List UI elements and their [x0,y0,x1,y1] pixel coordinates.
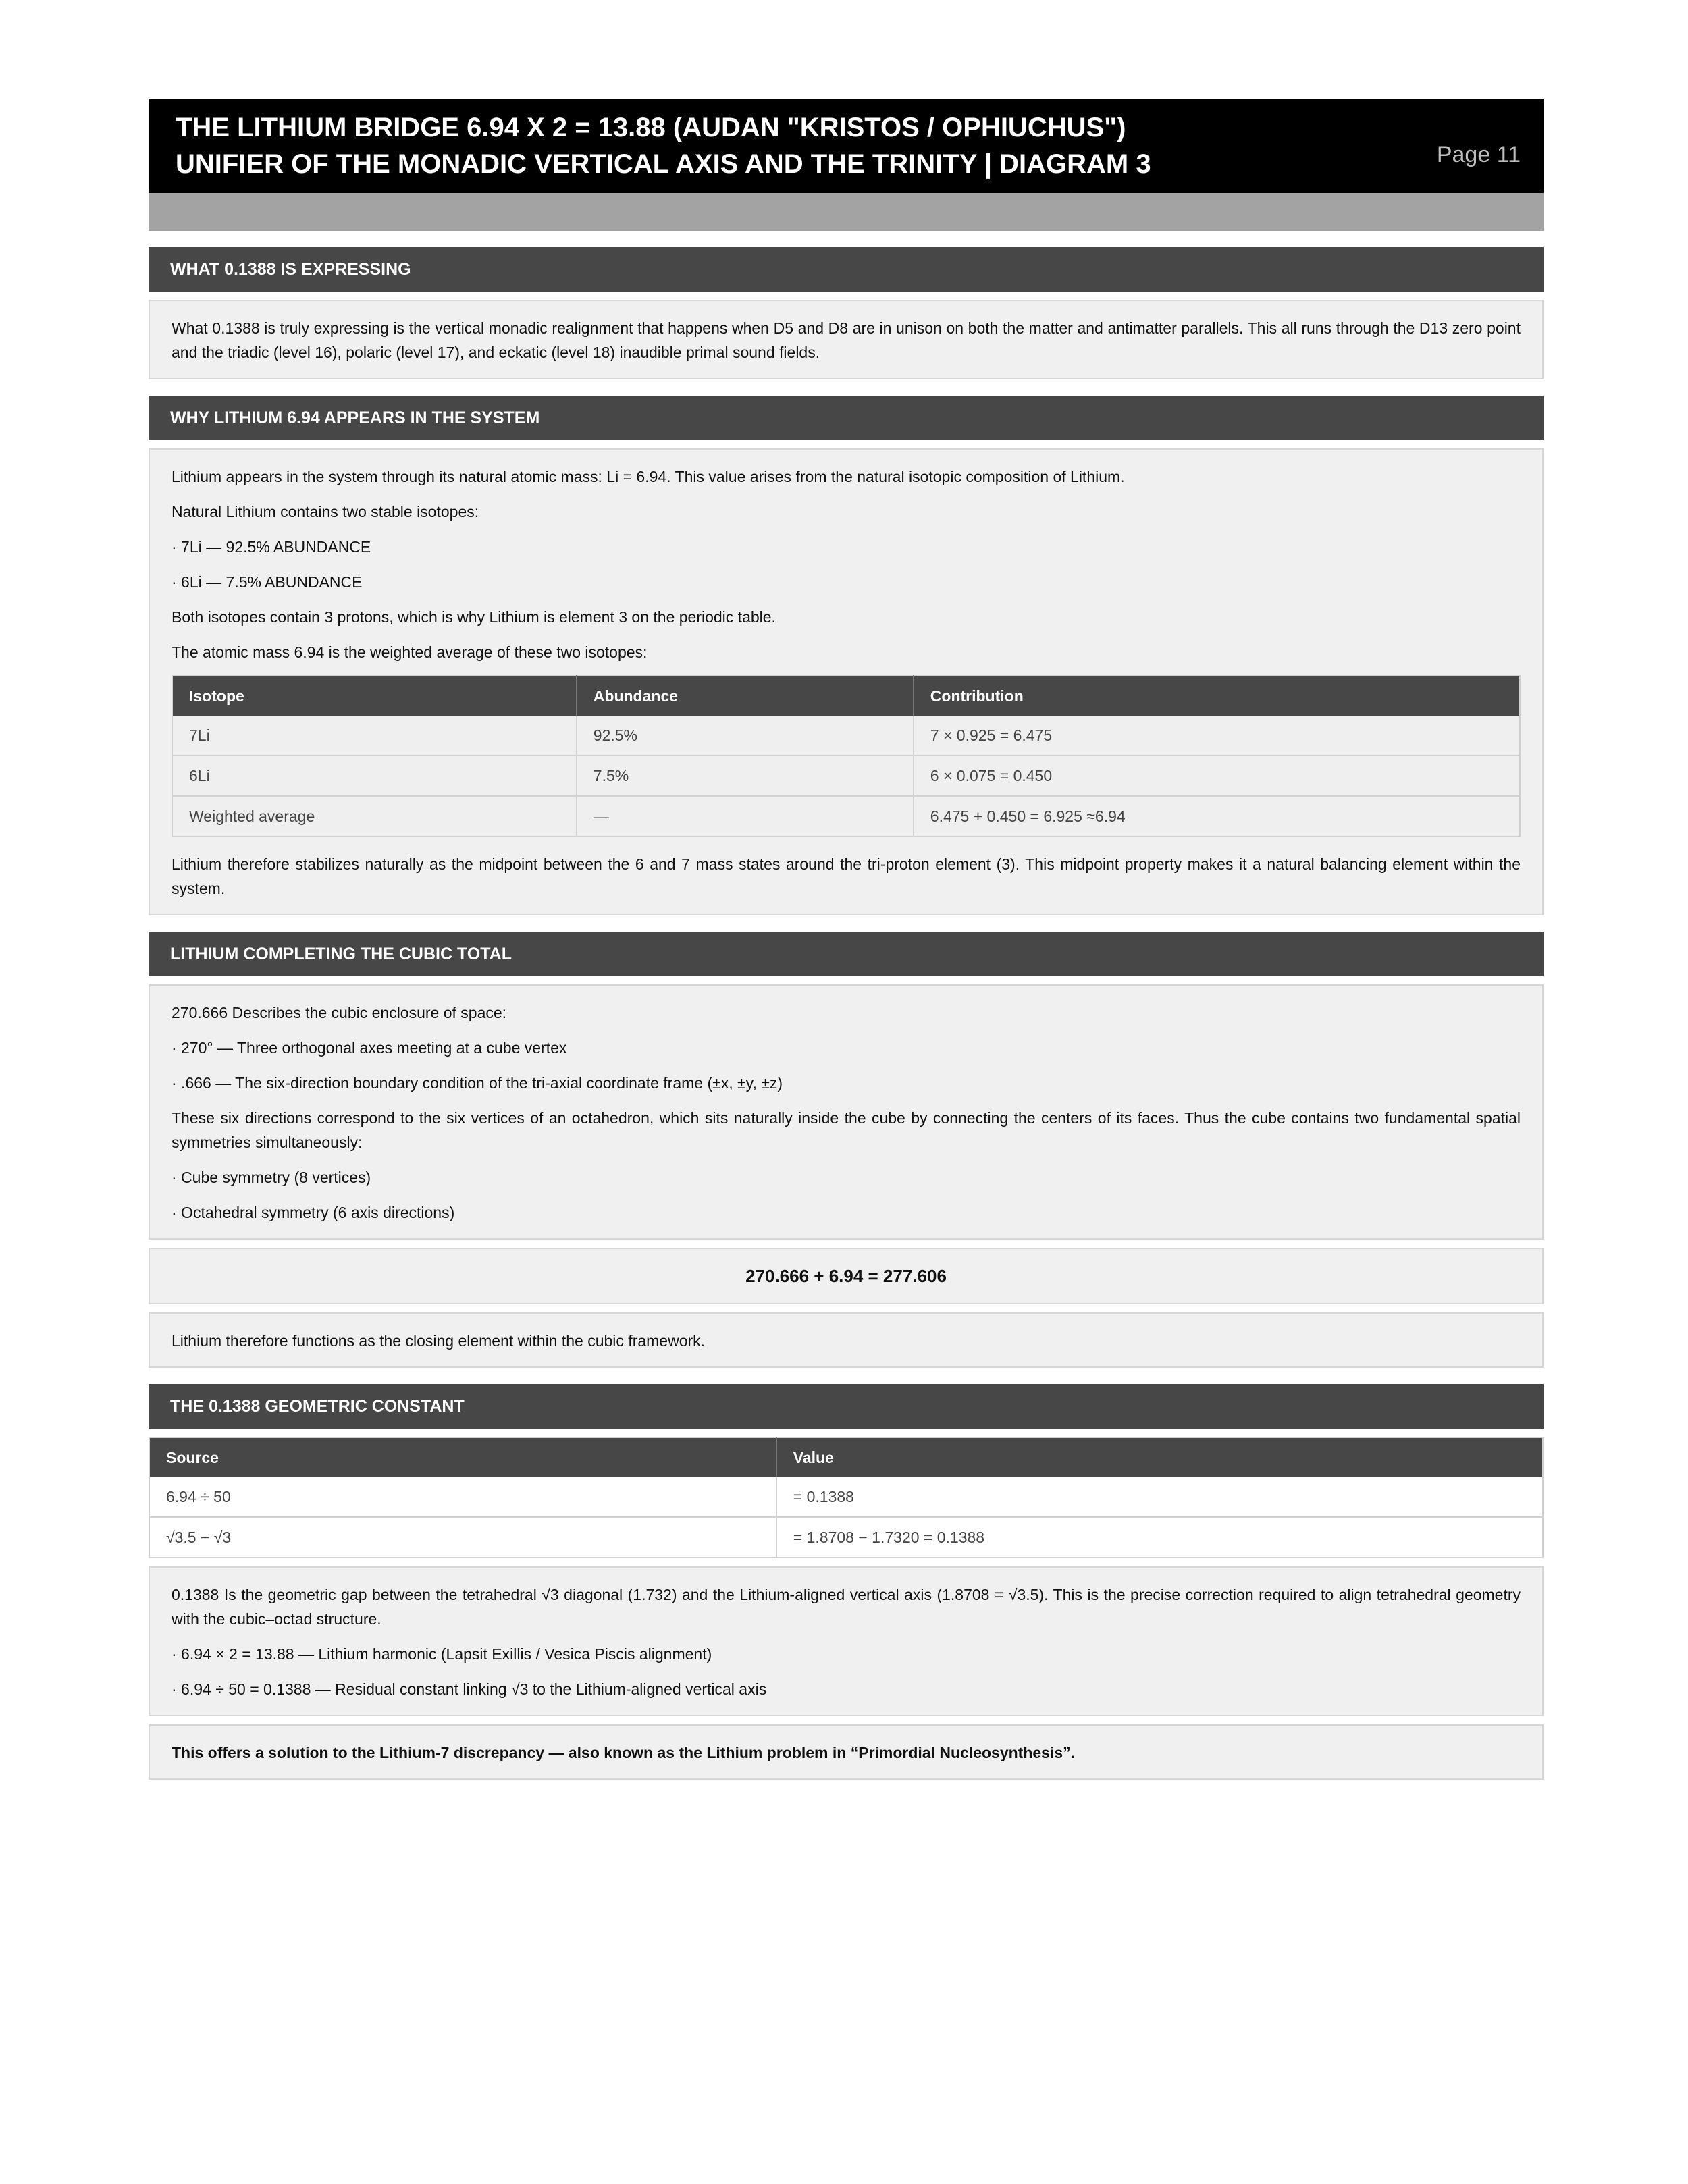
paragraph: 0.1388 Is the geometric gap between the tetrahedral √3 diagonal (1.732) and the Lithium-aligned vertical axis (1.8708 = √3.5). This is the precise correction required to align tetrahedral geometry with the cubic–octad structure. [172,1586,1521,1628]
closing-note-box [149,1312,1544,1368]
section-heading-cubic-total: LITHIUM COMPLETING THE CUBIC TOTAL [149,932,1544,976]
table-cell: √3.5 − √3 [149,1517,776,1557]
section-body-cubic-total [149,984,1544,1240]
bullet-item: · Octahedral symmetry (6 axis directions) [172,1204,455,1221]
isotope-table [172,675,1521,837]
paragraph: The atomic mass 6.94 is the weighted average of these two isotopes: [172,643,648,661]
column-header: Contribution [914,676,1520,716]
paragraph: Lithium appears in the system through its natural atomic mass: Li = 6.94. This value arises from the natural isotopic composition of Lithium. [172,468,1125,485]
table-cell: 7 × 0.925 = 6.475 [914,716,1520,755]
paragraph: Lithium therefore stabilizes naturally as the midpoint between the 6 and 7 mass states around the tri-proton element (3). This midpoint property makes it a natural balancing element within the system. [172,855,1521,897]
bullet-item: · Cube symmetry (8 vertices) [172,1169,371,1186]
section-heading-geometric-constant: THE 0.1388 GEOMETRIC CONSTANT [149,1384,1544,1429]
bullet-item: · 6.94 × 2 = 13.88 — Lithium harmonic (Lapsit Exillis / Vesica Piscis alignment) [172,1645,712,1663]
bullet-item: · 270° — Three orthogonal axes meeting at a cube vertex [172,1039,567,1057]
section-body-geometric-constant [149,1566,1544,1716]
table-row [172,716,1520,755]
section-body-why-lithium [149,448,1544,915]
table-row [172,796,1520,836]
equation-box: 270.666 + 6.94 = 277.606 [149,1248,1544,1304]
page-header [149,99,1544,193]
section-body-what-expressing [149,300,1544,379]
table-cell: 6.94 ÷ 50 [149,1477,776,1517]
final-statement-box [149,1724,1544,1780]
table-cell: 92.5% [577,716,914,755]
paragraph: What 0.1388 is truly expressing is the vertical monadic realignment that happens when D5 and D8 are in unison on both the matter and antimatter parallels. This all runs through the D13 zero point and the triadic (level 16), polaric (level 17), and eckatic (level 18) inaudible primal sound fields. [172,319,1521,361]
paragraph: Both isotopes contain 3 protons, which is why Lithium is element 3 on the periodic table. [172,608,776,626]
geometric-constant-table [149,1437,1544,1558]
bullet-item: · 6Li — 7.5% ABUNDANCE [172,573,363,591]
paragraph: Natural Lithium contains two stable isotopes: [172,503,479,521]
table-cell: 6.475 + 0.450 = 6.925 ≈6.94 [914,796,1520,836]
document-page [149,99,1544,1780]
table-header-row [149,1437,1543,1477]
paragraph: These six directions correspond to the six vertices of an octahedron, which sits naturally inside the cube by connecting the centers of its faces. Thus the cube contains two fundamental spatial symmetries simultaneously: [172,1109,1521,1151]
section-heading-why-lithium: WHY LITHIUM 6.94 APPEARS IN THE SYSTEM [149,396,1544,440]
paragraph: 270.666 Describes the cubic enclosure of space: [172,1004,507,1021]
bullet-item: · 7Li — 92.5% ABUNDANCE [172,538,371,556]
column-header: Source [149,1437,776,1477]
header-title-line-2: UNIFIER OF THE MONADIC VERTICAL AXIS AND THE TRINITY | DIAGRAM 3 [176,149,1151,179]
paragraph: Lithium therefore functions as the closing element within the cubic framework. [172,1332,706,1350]
bullet-item: · 6.94 ÷ 50 = 0.1388 — Residual constant linking √3 to the Lithium-aligned vertical axis [172,1680,767,1698]
column-header: Value [776,1437,1543,1477]
header-divider-bar [149,193,1544,231]
table-row [149,1477,1543,1517]
bullet-item: · .666 — The six-direction boundary condition of the tri-axial coordinate frame (±x, ±y, ±z) [172,1074,783,1092]
table-header-row [172,676,1520,716]
column-header: Isotope [172,676,577,716]
table-cell: — [577,796,914,836]
page-number: Page 11 [1436,142,1521,167]
table-cell: = 1.8708 − 1.7320 = 0.1388 [776,1517,1543,1557]
section-heading-what-expressing: WHAT 0.1388 IS EXPRESSING [149,247,1544,292]
table-cell: Weighted average [172,796,577,836]
table-cell: 6Li [172,755,577,796]
table-row [149,1517,1543,1557]
table-row [172,755,1520,796]
table-cell: 6 × 0.075 = 0.450 [914,755,1520,796]
table-cell: = 0.1388 [776,1477,1543,1517]
table-cell: 7Li [172,716,577,755]
paragraph: This offers a solution to the Lithium-7 discrepancy — also known as the Lithium problem in “Primordial Nucleosynthesis”. [172,1744,1076,1761]
header-title-line-1: THE LITHIUM BRIDGE 6.94 X 2 = 13.88 (AUDAN "KRISTOS / OPHIUCHUS") [176,113,1126,142]
column-header: Abundance [577,676,914,716]
table-cell: 7.5% [577,755,914,796]
